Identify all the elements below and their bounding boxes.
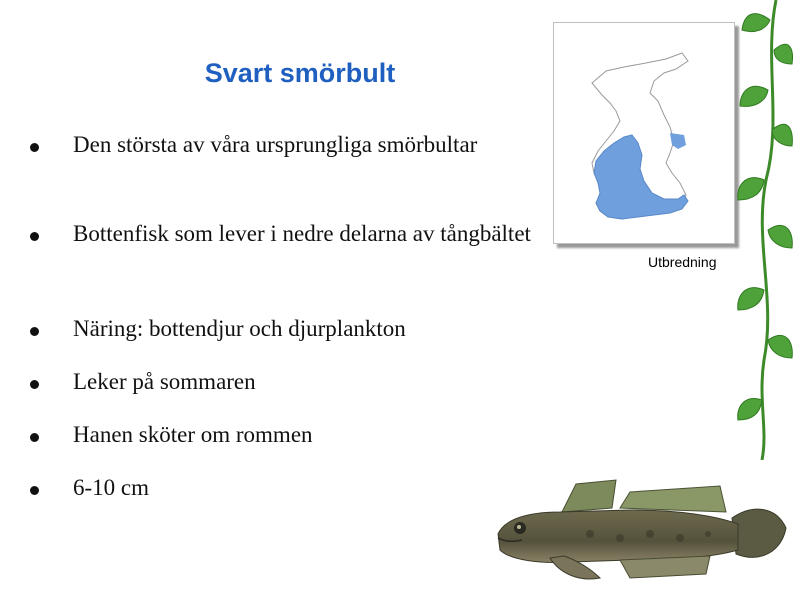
distribution-map (553, 22, 735, 244)
slide-title: Svart smörbult (204, 58, 396, 88)
bullet-dot-icon (30, 486, 39, 495)
bullet-item (30, 471, 553, 505)
bullet-text: Hanen sköter om rommen (73, 422, 313, 447)
leaf-vine-icon (724, 0, 794, 460)
bullet-dot-icon (30, 433, 39, 442)
bullet-dot-icon (30, 380, 39, 389)
goby-fish-icon (480, 478, 794, 590)
bullet-item (30, 365, 553, 399)
bullet-text: 6-10 cm (73, 475, 150, 500)
bullet-item (30, 217, 553, 251)
bullet-text: Näring: bottendjur och djurplankton (73, 316, 406, 341)
map-caption: Utbredning (648, 254, 717, 270)
bullet-item (30, 418, 553, 452)
bullet-text: Den största av våra ursprungliga smörbultar (73, 132, 478, 157)
bullet-text: Leker på sommaren (73, 369, 256, 394)
bullet-item (30, 128, 513, 162)
bullet-dot-icon (30, 327, 39, 336)
bullet-text: Bottenfisk som lever i nedre delarna av tångbältet (73, 221, 531, 246)
finland-map-icon (554, 23, 734, 243)
bullet-dot-icon (30, 232, 39, 241)
bullet-item (30, 312, 553, 346)
bullet-dot-icon (30, 143, 39, 152)
range-area (594, 135, 688, 219)
